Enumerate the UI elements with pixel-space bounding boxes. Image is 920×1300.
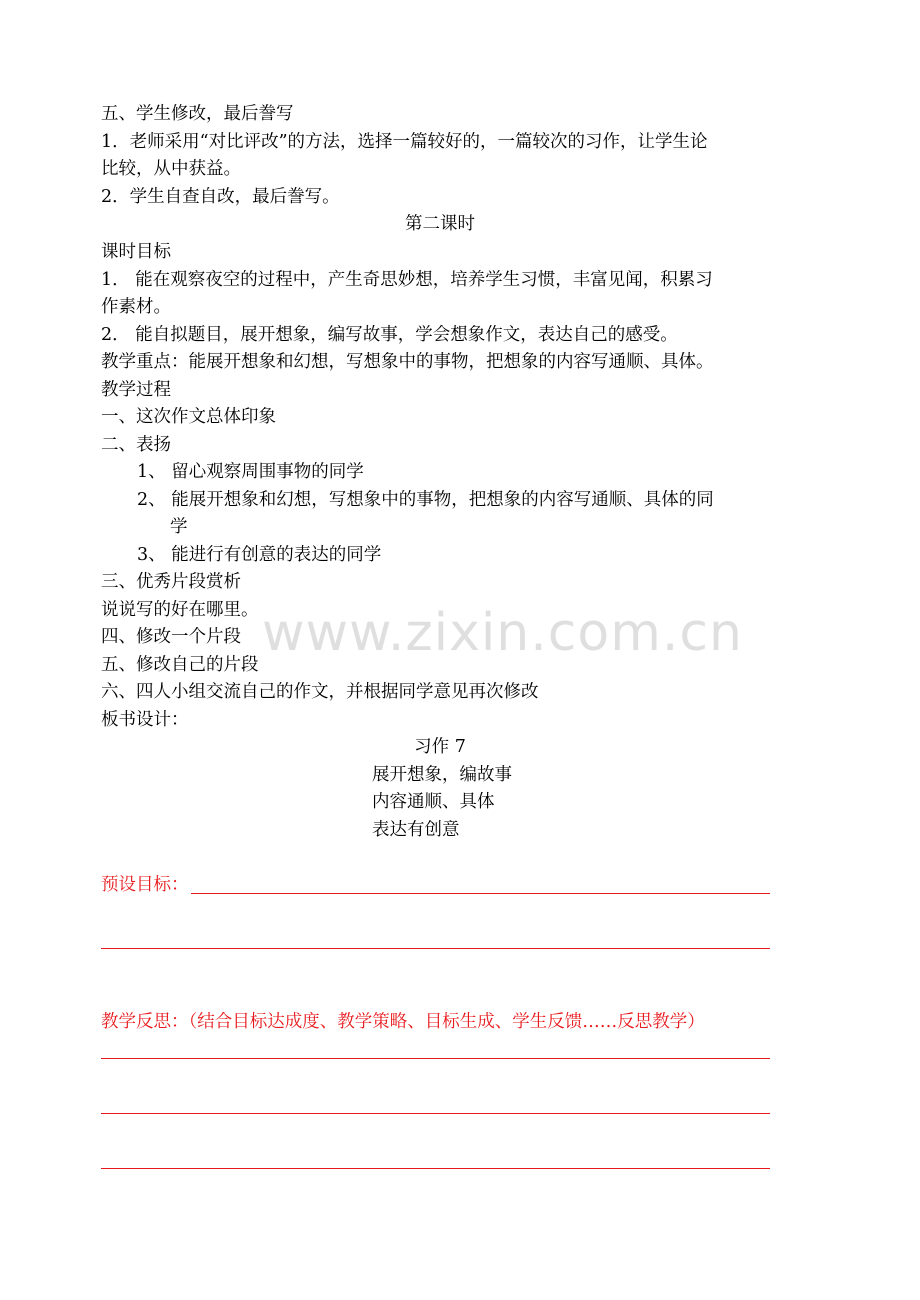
section-heading: 板书设计：	[101, 710, 189, 730]
reflection-label: 教学反思：（结合目标达成度、教学策略、目标生成、学生反馈……反思教学）	[101, 1012, 705, 1032]
paragraph-line: 说说写的好在哪里。	[101, 600, 259, 620]
paragraph-line: 教学重点：能展开想象和幻想，写想象中的事物，把想象的内容写通顺、具体。	[101, 352, 714, 372]
lesson-title: 第二课时	[405, 214, 475, 234]
section-heading: 三、优秀片段赏析	[101, 572, 241, 592]
paragraph-line: 比较，从中获益。	[101, 159, 241, 179]
board-line: 内容通顺、具体	[372, 792, 495, 812]
section-heading: 四、修改一个片段	[101, 627, 241, 647]
section-heading: 六、四人小组交流自己的作文，并根据同学意见再次修改	[101, 682, 539, 702]
blank-writing-line	[101, 1058, 770, 1059]
section-heading: 五、修改自己的片段	[101, 655, 259, 675]
paragraph-line: 2．学生自查自改，最后誊写。	[101, 187, 340, 207]
watermark: www.zixin.com.cn	[262, 603, 743, 663]
list-item: 2、 能展开想象和幻想，写想象中的事物，把想象的内容写通顺、具体的同	[137, 490, 714, 510]
board-line: 表达有创意	[372, 820, 460, 840]
preset-goal-line	[191, 893, 770, 894]
section-heading: 教学过程	[101, 380, 171, 400]
blank-writing-line	[101, 1168, 770, 1169]
board-line: 展开想象，编故事	[372, 765, 512, 785]
section-heading: 课时目标	[101, 242, 171, 262]
board-title: 习作 7	[414, 737, 466, 757]
blank-writing-line	[101, 948, 770, 949]
paragraph-line: 1． 能在观察夜空的过程中，产生奇思妙想，培养学生习惯，丰富见闻，积累习	[101, 270, 713, 290]
preset-goal-label: 预设目标：	[101, 875, 189, 895]
section-heading: 二、表扬	[101, 435, 171, 455]
paragraph-line: 作素材。	[101, 297, 171, 317]
blank-writing-line	[101, 1113, 770, 1114]
section-heading: 一、这次作文总体印象	[101, 407, 276, 427]
list-item-continuation: 学	[170, 517, 188, 537]
list-item: 3、 能进行有创意的表达的同学	[137, 545, 382, 565]
section-heading: 五、学生修改，最后誊写	[101, 104, 294, 124]
paragraph-line: 2． 能自拟题目，展开想象，编写故事，学会想象作文，表达自己的感受。	[101, 325, 678, 345]
paragraph-line: 1．老师采用“对比评改”的方法，选择一篇较好的，一篇较次的习作，让学生论	[101, 132, 708, 152]
list-item: 1、 留心观察周围事物的同学	[137, 462, 364, 482]
